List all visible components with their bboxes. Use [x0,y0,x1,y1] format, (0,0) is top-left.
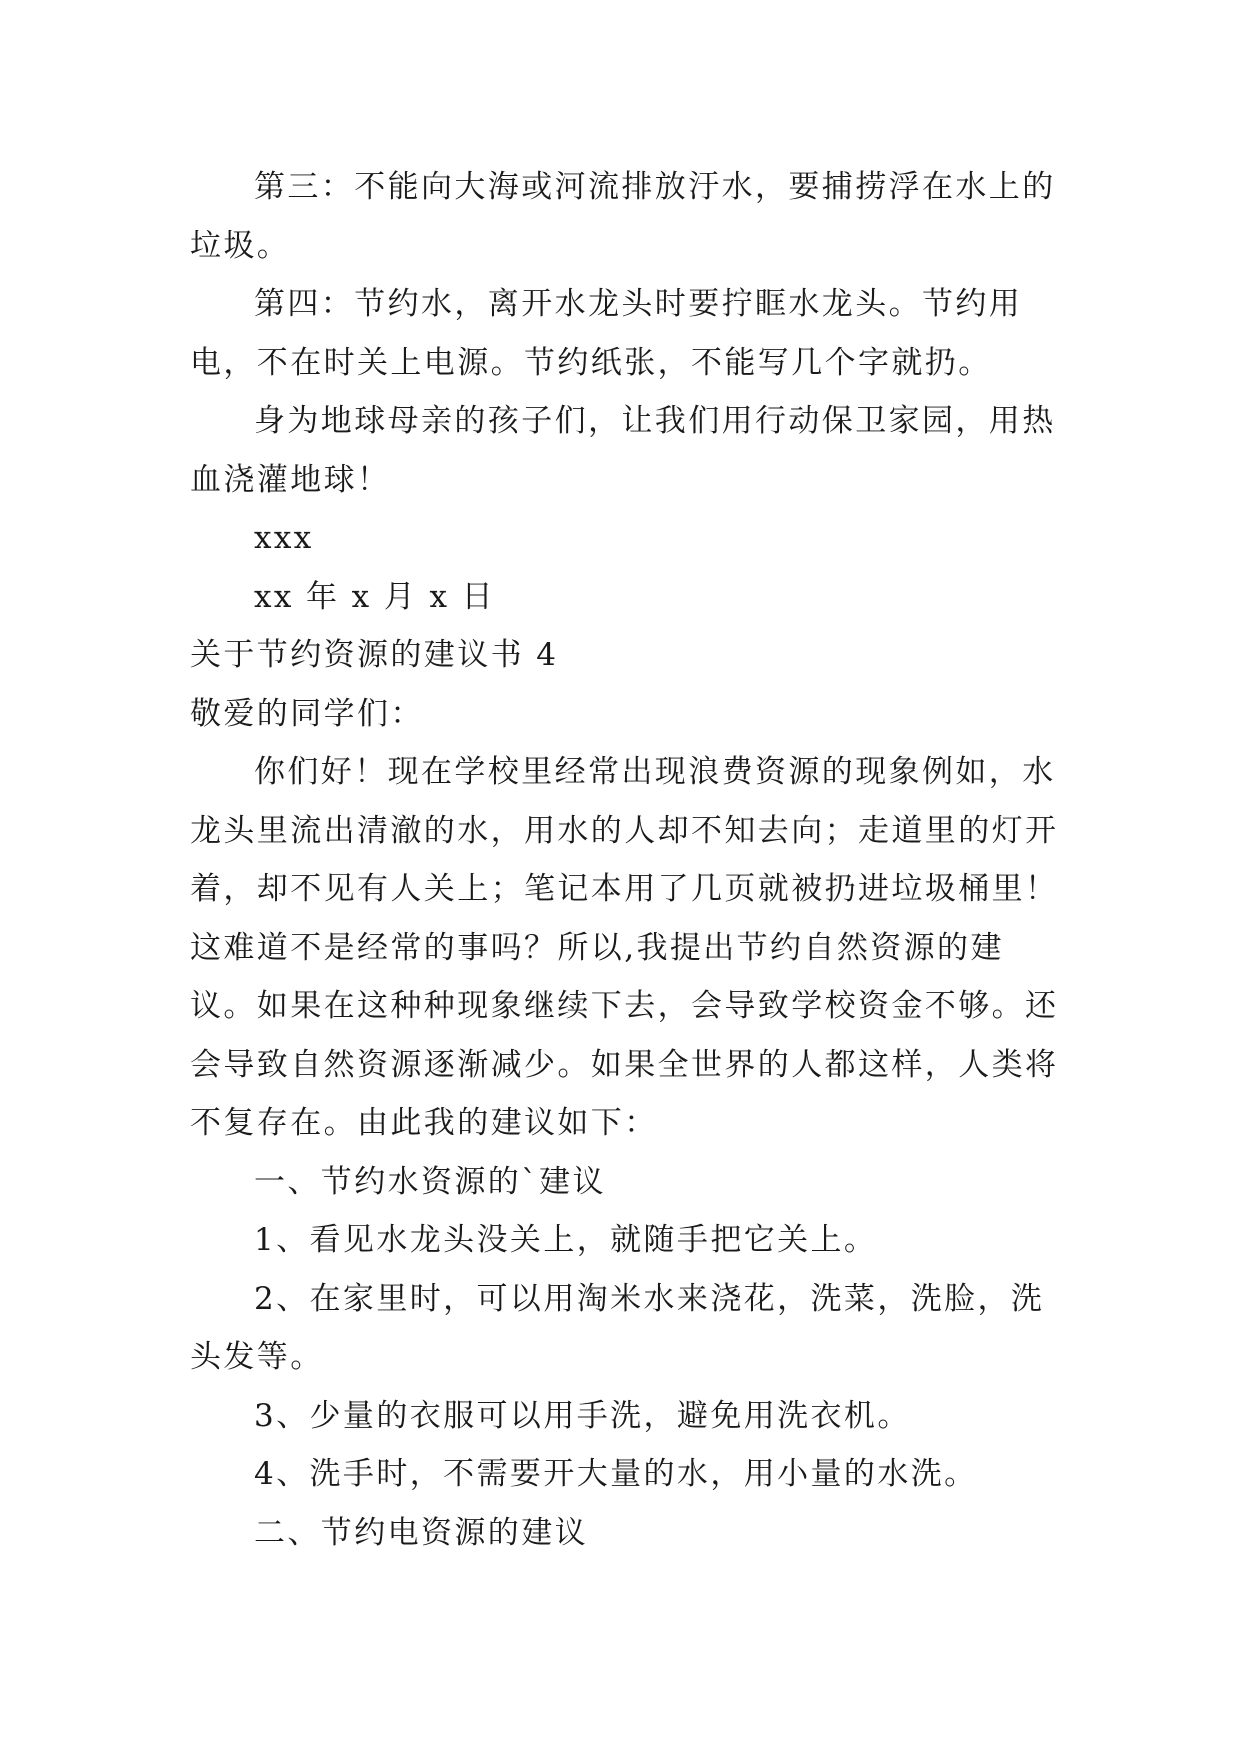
list-item-water-3: 3、少量的衣服可以用手洗，避免用洗衣机。 [254,1397,911,1434]
list-item-water-1: 1、看见水龙头没关上，就随手把它关上。 [254,1222,878,1258]
paragraph-closing-appeal: 身为地球母亲的孩子们，让我们用行动保卫家园，用热血浇灌地球！ [190,403,1056,498]
signature-name: xxx [254,520,314,556]
paragraph-third-point: 第三：不能向大海或河流排放汙水，要捕捞浮在水上的垃圾。 [190,169,1056,264]
salutation: 敬爱的同学们： [190,695,424,732]
section-title: 关于节约资源的建议书 4 [190,637,559,673]
paragraph-intro: 你们好！现在学校里经常出现浪费资源的现象例如，水龙头里流出清澈的水，用水的人却不知去向；走道里的灯开着，却不见有人关上；笔记本用了几页就被扔进垃圾桶里！这难道不是经常的事吗？所以,我提出节约自然资源的建议。如果在这种种现象继续下去，会导致学校资金不够。还会导致自然资源逐渐减少。如果全世界的人都这样，人类将不复存在。由此我的建议如下： [190,754,1059,1141]
heading-water-suggestions: 一、节约水资源的`建议 [254,1163,606,1200]
document-body [190,158,1060,1562]
list-item-water-2: 2、在家里时，可以用淘米水来浇花，洗菜，洗脸，洗头发等。 [190,1280,1045,1375]
heading-electricity-suggestions: 二、节约电资源的建议 [254,1514,588,1551]
list-item-water-4: 4、洗手时，不需要开大量的水，用小量的水洗。 [254,1456,978,1492]
paragraph-fourth-point: 第四：节约水，离开水龙头时要拧眶水龙头。节约用电，不在时关上电源。节约纸张，不能写几个字就扔。 [190,286,1023,381]
signature-date: xx 年 x 月 x 日 [254,578,496,615]
